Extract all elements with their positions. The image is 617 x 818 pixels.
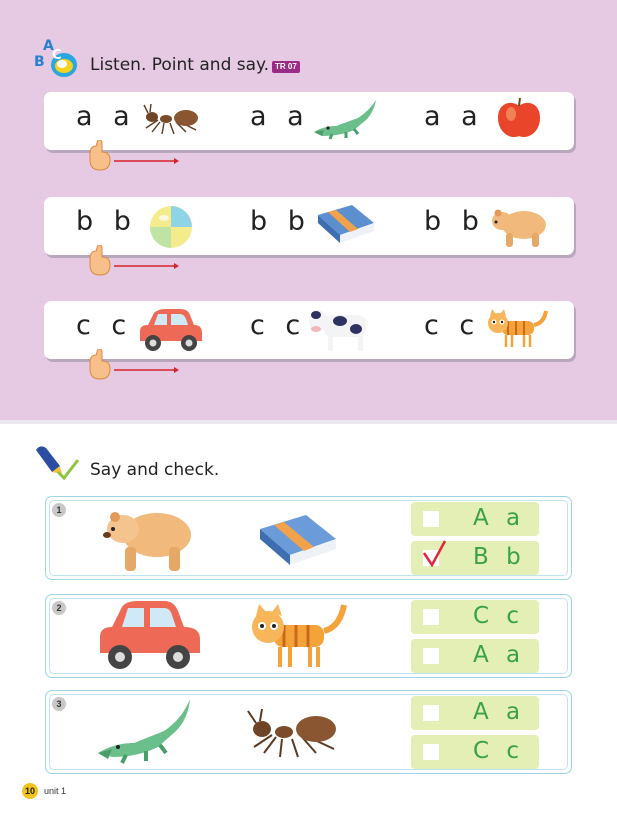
- page-number: 10: [22, 783, 38, 799]
- ant-picture: [246, 705, 346, 761]
- option-c[interactable]: [411, 735, 539, 769]
- book-picture: [254, 509, 340, 571]
- option-label: B b: [473, 544, 526, 570]
- unit-label: unit 1: [44, 786, 67, 796]
- check-mark-icon: [421, 539, 447, 569]
- letter-pair: a a: [76, 101, 136, 132]
- letter-pair: b b: [76, 206, 137, 237]
- option-label: A a: [473, 699, 526, 725]
- abc-icon-letter-c: C: [52, 48, 62, 63]
- bear-picture: [490, 205, 550, 249]
- letter-pair: c c: [250, 310, 307, 341]
- alligator-picture: [94, 695, 198, 767]
- letter-pair: c c: [76, 310, 133, 341]
- question-number: 2: [52, 601, 66, 615]
- letter-pair: b b: [250, 206, 311, 237]
- option-a[interactable]: [411, 639, 539, 673]
- letter-pair: a a: [250, 101, 310, 132]
- abc-icon-letter-a: A: [43, 38, 54, 54]
- abc-icon: [33, 38, 83, 80]
- book-picture: [314, 201, 376, 247]
- bear-picture: [101, 503, 196, 575]
- car-picture: [136, 309, 206, 353]
- pointing-hand-icon: [88, 245, 180, 277]
- question-3-box: [45, 690, 572, 774]
- option-b[interactable]: [411, 541, 539, 575]
- apple-picture: [494, 94, 544, 142]
- option-a[interactable]: [411, 502, 539, 536]
- option-label: C c: [473, 738, 525, 764]
- letter-pair: b b: [424, 206, 485, 237]
- pointing-hand-icon: [88, 349, 180, 381]
- checkbox[interactable]: [423, 744, 439, 760]
- question-2-box: [45, 594, 572, 678]
- car-picture: [94, 601, 206, 673]
- question-number: 3: [52, 697, 66, 711]
- checkbox[interactable]: [423, 609, 439, 625]
- option-a[interactable]: [411, 696, 539, 730]
- checkbox[interactable]: [423, 705, 439, 721]
- option-label: A a: [473, 505, 526, 531]
- cat-picture: [484, 307, 552, 351]
- letter-pair: a a: [424, 101, 484, 132]
- cow-picture: [306, 305, 370, 355]
- section-title-check: Say and check.: [90, 460, 220, 480]
- option-label: A a: [473, 642, 526, 668]
- section-divider: [0, 420, 617, 424]
- cat-picture: [248, 601, 352, 673]
- checkbox[interactable]: [423, 511, 439, 527]
- letter-pair: c c: [424, 310, 481, 341]
- pointing-hand-icon: [88, 140, 180, 172]
- section-title-listen: Listen. Point and say.: [90, 55, 270, 75]
- pencil-check-icon: [34, 442, 82, 480]
- option-c[interactable]: [411, 600, 539, 634]
- alligator-picture: [310, 96, 382, 140]
- checkbox[interactable]: [423, 648, 439, 664]
- option-label: C c: [473, 603, 525, 629]
- ball-picture: [148, 204, 194, 250]
- ant-picture: [142, 102, 206, 136]
- track-badge[interactable]: TR 07: [272, 61, 300, 73]
- question-number: 1: [52, 503, 66, 517]
- question-1-box: [45, 496, 572, 580]
- abc-icon-letter-b: B: [34, 54, 45, 70]
